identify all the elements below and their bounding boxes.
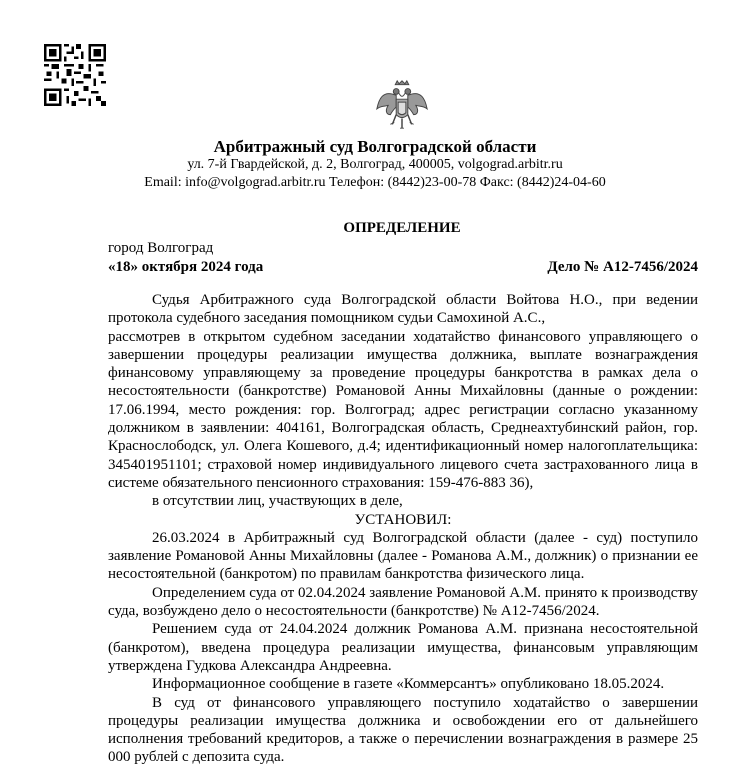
paragraph-motion: В суд от финансового управляющего поступило ходатайство о завершении процедуры реализации имущества должника и освобождении его от дальнейшего исполнения требований кредиторов, а также о перечислении вознаграждения в размере 25 000 рублей с депозита суда. xyxy=(108,694,698,766)
paragraph-application: 26.03.2024 в Арбитражный суд Волгоградской области (далее - суд) поступило заявление Романовой Анны Михайловны (далее - Романова А.М., должник) о признании ее несостоятельной (банкротом) по правилам банкротства физического лица. xyxy=(108,529,698,583)
paragraph-considered: рассмотрев в открытом судебном заседании ходатайство финансового управляющего о завершении процедуры реализации имущества должника, выплате вознаграждения финансовому управляющему за проведение процедуры банкротства в рамках дела о несостоятельности (банкротстве) Романовой Анны Михайловны (данные о рождении: 17.06.1994, место рождения: гор. Волгоград; адрес регистрации согласно указанному должником в заявлении: 404161, Волгоградская область, Среднеахтубинский район, гор. Краснослободск, ул. Олега Кошевого, д.4; идентификационный номер налогоплательщика: 345401951101; страховой номер индивидуального лицевого счета застрахованного лица в системе обязательного пенсионного страхования: 159-476-883 36), xyxy=(108,328,698,491)
court-name: Арбитражный суд Волгоградской области xyxy=(213,137,537,156)
paragraph-decision: Решением суда от 24.04.2024 должник Романова А.М. признана несостоятельной (банкротом), введена процедура реализации имущества, финансовым управляющим утверждена Гудкова Александра Андреевна. xyxy=(108,621,698,674)
court-address: ул. 7-й Гвардейской, д. 2, Волгоград, 400005, volgograd.arbitr.ru xyxy=(187,157,563,172)
document-title: ОПРЕДЕЛЕНИЕ xyxy=(343,220,461,236)
paragraph-acceptance: Определением суда от 02.04.2024 заявление Романовой А.М. принято к производству суда, возбуждено дело о несостоятельности (банкротстве) № А12-7456/2024. xyxy=(108,584,698,620)
coat-of-arms-icon xyxy=(373,76,431,134)
case-number: Дело № А12-7456/2024 xyxy=(547,259,698,275)
paragraph-publication: Информационное сообщение в газете «Коммерсантъ» опубликовано 18.05.2024. xyxy=(152,676,665,693)
document-body xyxy=(108,291,698,767)
paragraph-judge: Судья Арбитражного суда Волгоградской области Войтова Н.О., при ведении протокола судебного заседания помощником судьи Самохиной А.С., xyxy=(108,292,698,327)
paragraph-absence: в отсутствии лиц, участвующих в деле, xyxy=(152,493,403,510)
document-date: «18» октября 2024 года xyxy=(108,259,264,275)
qr-code-icon xyxy=(44,44,106,106)
court-contacts: Email: info@volgograd.arbitr.ru Телефон: (8442)23-00-78 Факс: (8442)24-04-60 xyxy=(144,175,606,190)
city: город Волгоград xyxy=(108,240,214,256)
established-heading: УСТАНОВИЛ: xyxy=(354,511,452,528)
